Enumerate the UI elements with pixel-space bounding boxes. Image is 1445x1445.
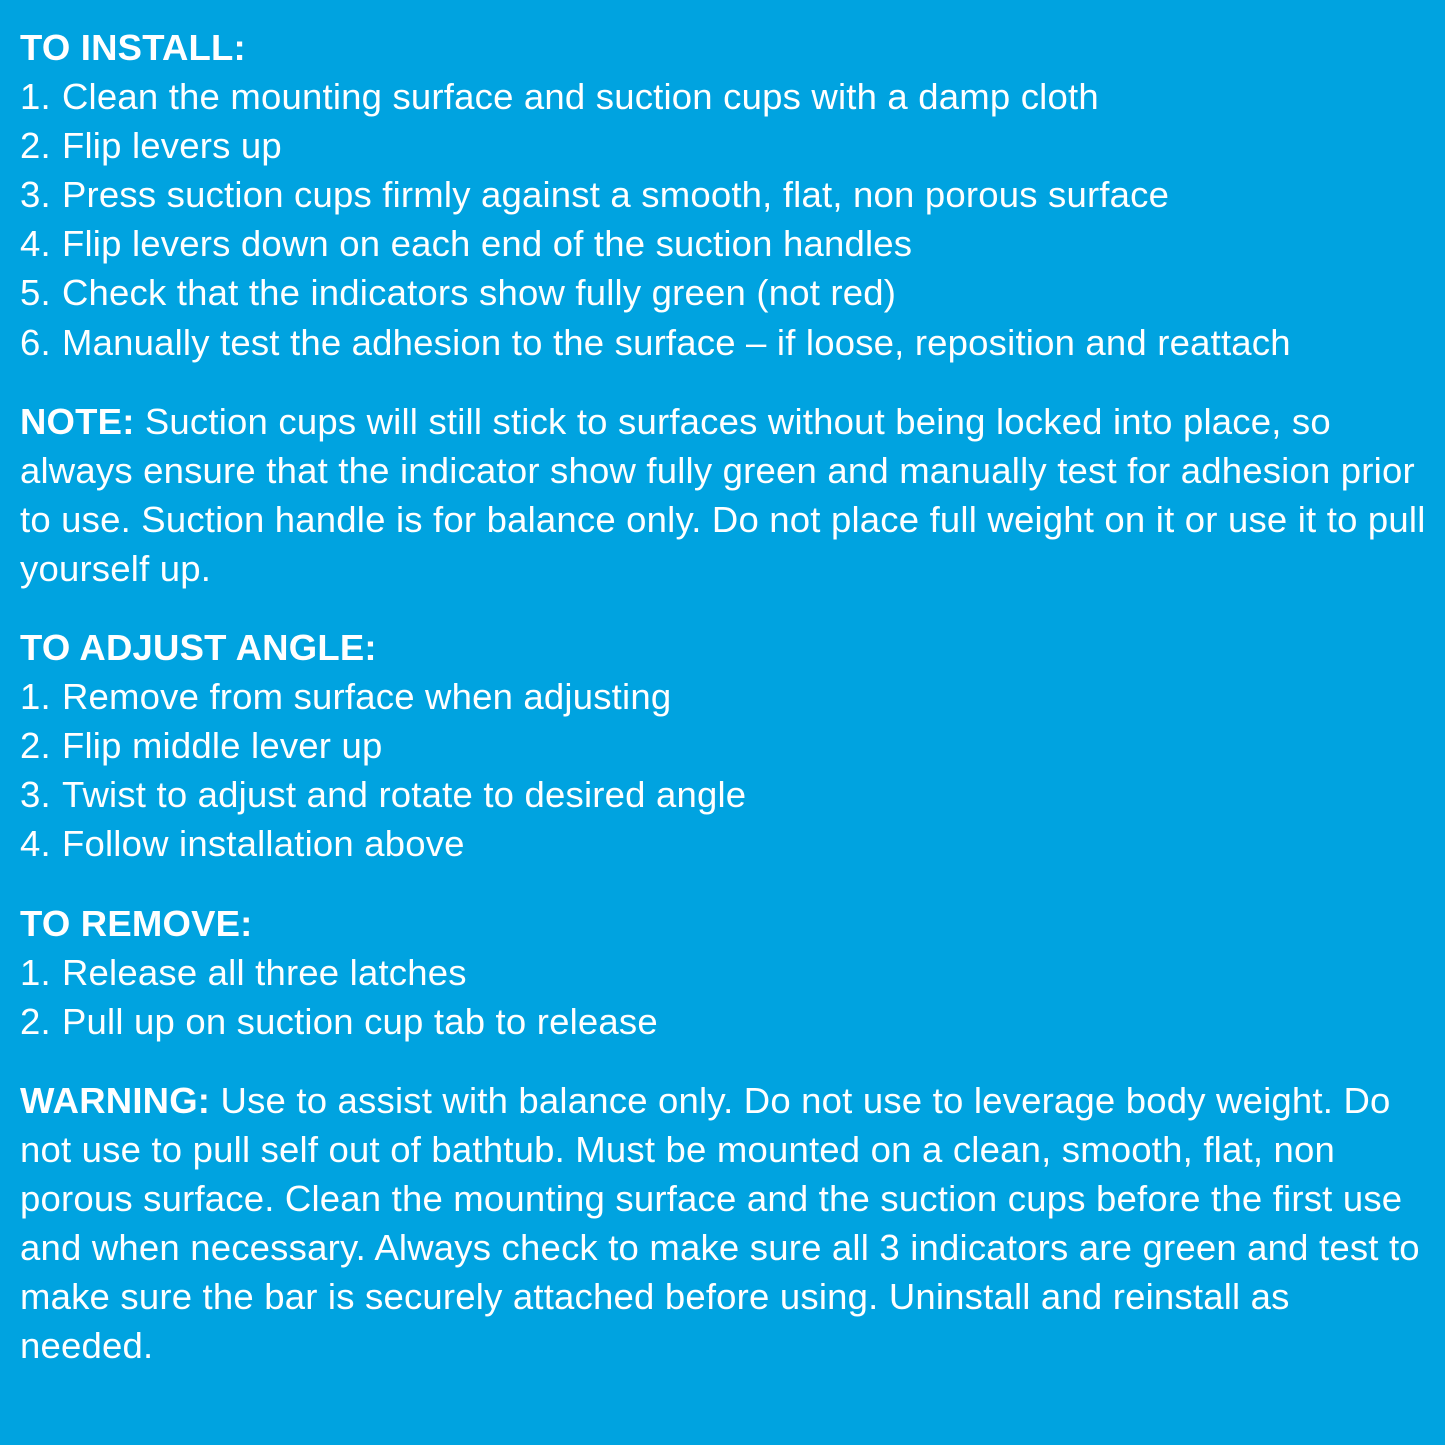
step-text: Follow installation above <box>62 823 465 865</box>
step-text: Flip middle lever up <box>62 725 383 767</box>
note-paragraph <box>20 397 1428 593</box>
step-text: Flip levers up <box>62 125 282 167</box>
note-section <box>20 397 1428 593</box>
step-text: Release all three latches <box>62 951 467 993</box>
remove-step <box>20 997 1428 1046</box>
step-number: 1. <box>20 951 51 993</box>
step-number: 1. <box>20 676 51 718</box>
install-section <box>20 23 1428 367</box>
step-text: Clean the mounting surface and suction cups with a damp cloth <box>62 76 1099 118</box>
step-text: Flip levers down on each end of the suction handles <box>62 223 913 265</box>
step-number: 2. <box>20 1000 51 1042</box>
adjust-section <box>20 623 1428 868</box>
step-number: 5. <box>20 272 51 314</box>
install-step <box>20 318 1428 367</box>
install-step <box>20 268 1428 317</box>
warning-text: Use to assist with balance only. Do not use to leverage body weight. Do not use to pull self out of bathtub. Must be mounted on a clean, smooth, flat, non porous surface. Clean the mounting surface and the suction cups before the first use and when necessary. Always check to make sure all 3 indicators are green and test to make sure the bar is securely attached before using. Uninstall and reinstall as needed. <box>20 1079 1420 1367</box>
step-text: Pull up on suction cup tab to release <box>62 1000 658 1042</box>
step-text: Press suction cups firmly against a smooth, flat, non porous surface <box>62 174 1170 216</box>
install-step <box>20 72 1428 121</box>
step-number: 4. <box>20 823 51 865</box>
adjust-step <box>20 721 1428 770</box>
adjust-step <box>20 672 1428 721</box>
adjust-step <box>20 819 1428 868</box>
adjust-step <box>20 770 1428 819</box>
install-heading: TO INSTALL: <box>20 27 246 68</box>
warning-section <box>20 1076 1428 1371</box>
step-number: 1. <box>20 76 51 118</box>
install-step <box>20 121 1428 170</box>
step-text: Manually test the adhesion to the surface – if loose, reposition and reattach <box>62 321 1291 363</box>
remove-step <box>20 948 1428 997</box>
step-number: 2. <box>20 725 51 767</box>
step-number: 3. <box>20 774 51 816</box>
adjust-steps <box>20 672 1428 868</box>
step-number: 3. <box>20 174 51 216</box>
note-label: NOTE: <box>20 400 135 442</box>
step-number: 2. <box>20 125 51 167</box>
remove-section <box>20 899 1428 1046</box>
install-steps <box>20 72 1428 367</box>
step-text: Remove from surface when adjusting <box>62 676 672 718</box>
warning-paragraph <box>20 1076 1428 1371</box>
install-step <box>20 170 1428 219</box>
install-step <box>20 219 1428 268</box>
step-text: Check that the indicators show fully green (not red) <box>62 272 897 314</box>
adjust-heading: TO ADJUST ANGLE: <box>20 627 377 669</box>
step-text: Twist to adjust and rotate to desired angle <box>62 774 747 816</box>
warning-label: WARNING: <box>20 1079 211 1121</box>
note-text: Suction cups will still stick to surfaces without being locked into place, so always ensure that the indicator show fully green and manually test for adhesion prior to use. Suction handle is for balance only. Do not place full weight on it or use it to pull yourself up. <box>20 400 1426 589</box>
remove-heading: TO REMOVE: <box>20 902 253 944</box>
step-number: 6. <box>20 321 51 363</box>
remove-steps <box>20 948 1428 1046</box>
step-number: 4. <box>20 223 51 265</box>
instructions-document <box>20 23 1428 1370</box>
